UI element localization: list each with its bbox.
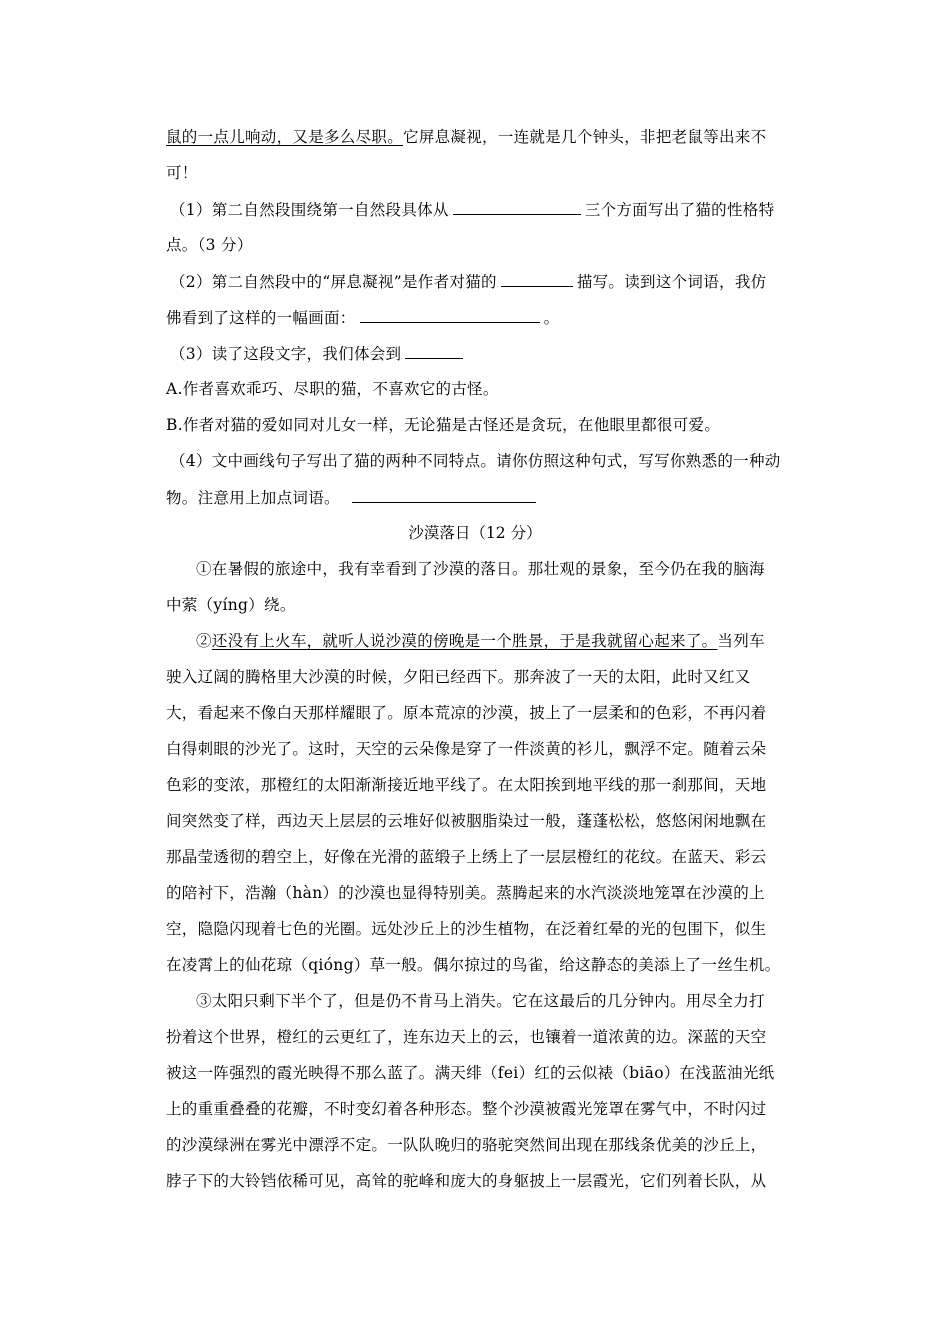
text-line [166,127,816,147]
paragraph-2-line: 驶入辽阔的腾格里大沙漠的时候，夕阳已经西下。那奔波了一天的太阳，此时又红又 [166,668,751,686]
question-2-text: （2）第二自然段中的“屏息凝视”是作者对猫的 [170,273,497,291]
paragraph-number: ② [196,632,212,650]
question-1-text: （1）第二自然段围绕第一自然段具体从 [170,201,449,219]
question-2-line [170,271,820,292]
paragraph-3-line: 脖子下的大铃铛依稀可见，高耸的驼峰和庞大的身躯披上一层霞光，它们列着长队，从 [166,1172,767,1190]
question-2-line-2 [166,307,816,328]
paragraph-2-line: 大，看起来不像白天那样耀眼了。原本荒凉的沙漠，披上了一层柔和的色彩，不再闪着 [166,704,767,722]
essay-title: 沙漠落日（12 分） [408,524,542,542]
question-2-end: 。 [543,309,560,327]
question-1-text-cont: 三个方面写出了猫的性格特 [584,201,775,219]
paragraph-2-line: 间突然变了样，西边天上层层的云堆好似被胭脂染过一般，蓬蓬松松，悠悠闲闲地飘在 [166,812,767,830]
paragraph-1-line: ①在暑假的旅途中，我有幸看到了沙漠的落日。那壮观的景象，至今仍在我的脑海 [196,560,765,578]
option-a: A.作者喜欢乖巧、尽职的猫，不喜欢它的古怪。 [166,380,499,398]
underlined-sentence: 鼠的一点儿响动，又是多么尽职。 [166,128,404,146]
paragraph-2-line: 色彩的变浓，那橙红的太阳渐渐接近地平线了。在太阳挨到地平线的那一刹那间，天地 [166,776,767,794]
paragraph-2-line: 在凌霄上的仙花琼（qióng）草一般。偶尔掠过的鸟雀，给这静态的美添上了一丝生机。 [166,956,781,974]
question-3-line [170,343,820,364]
paragraph-1-line: 中萦（yíng）绕。 [166,596,296,614]
answer-blank-3[interactable] [405,343,463,359]
paragraph-3-line: 扮着这个世界，橙红的云更红了，连东边天上的云，也镶着一道浓黄的边。深蓝的天空 [166,1028,767,1046]
question-2-text-cont: 描写。读到这个词语，我仿 [576,273,767,291]
text-span: 它屏息凝视，一连就是几个钟头，非把老鼠等出来不 [403,128,767,146]
paragraph-2-line: 空，隐隐闪现着七色的光圈。远处沙丘上的沙生植物，在泛着红晕的光的包围下，似生 [166,920,767,938]
answer-blank-1[interactable] [453,199,581,215]
paragraph-3-line: 上的重重叠叠的花瓣，不时变幻着各种形态。整个沙漠被霞光笼罩在雾气中，不时闪过 [166,1100,767,1118]
answer-blank-2a[interactable] [501,271,573,287]
option-b: B.作者对猫的爱如同对儿女一样，无论猫是古怪还是贪玩，在他眼里都很可爱。 [166,416,721,434]
question-4-text-2: 物。注意用上加点词语。 [166,489,340,507]
question-2-text-2: 佛看到了这样的一幅画面： [166,309,356,327]
paragraph-3-line: 被这一阵强烈的霞光映得不那么蓝了。满天绯（fei）红的云似裱（biāo）在浅蓝油光纸 [166,1064,775,1082]
question-3-text: （3）读了这段文字，我们体会到 [170,345,402,363]
paragraph-2-line [196,631,846,651]
question-4-line-2 [166,487,816,508]
question-1-line-2: 点。（3 分） [166,236,253,254]
paragraph-3-line: 的沙漠绿洲在雾光中漂浮不定。一队队晚归的骆驼突然间出现在那线条优美的沙丘上， [166,1136,767,1154]
paragraph-2-line: 白得刺眼的沙光了。这时，天空的云朵像是穿了一件淡黄的衫儿，飘浮不定。随着云朵 [166,740,767,758]
paragraph-2-line: 那晶莹透彻的碧空上，好像在光滑的蓝缎子上绣上了一层层橙红的花纹。在蓝天、彩云 [166,848,767,866]
text-line: 可！ [166,164,198,182]
question-1-line [170,199,820,220]
question-4-line: （4）文中画线句子写出了猫的两种不同特点。请你仿照这种句式，写写你熟悉的一种动 [170,452,781,470]
underlined-sentence: 还没有上火车，就听人说沙漠的傍晚是一个胜景，于是我就留心起来了。 [211,632,718,650]
answer-blank-4[interactable] [352,487,536,503]
paragraph-3-line: ③太阳只剩下半个了，但是仍不肯马上消失。它在这最后的几分钟内。用尽全力打 [196,992,765,1010]
text-span: 当列车 [717,632,765,650]
paragraph-2-line: 的陪衬下，浩瀚（hàn）的沙漠也显得特别美。蒸腾起来的水汽淡淡地笼罩在沙漠的上 [166,884,765,902]
answer-blank-2b[interactable] [360,307,540,323]
